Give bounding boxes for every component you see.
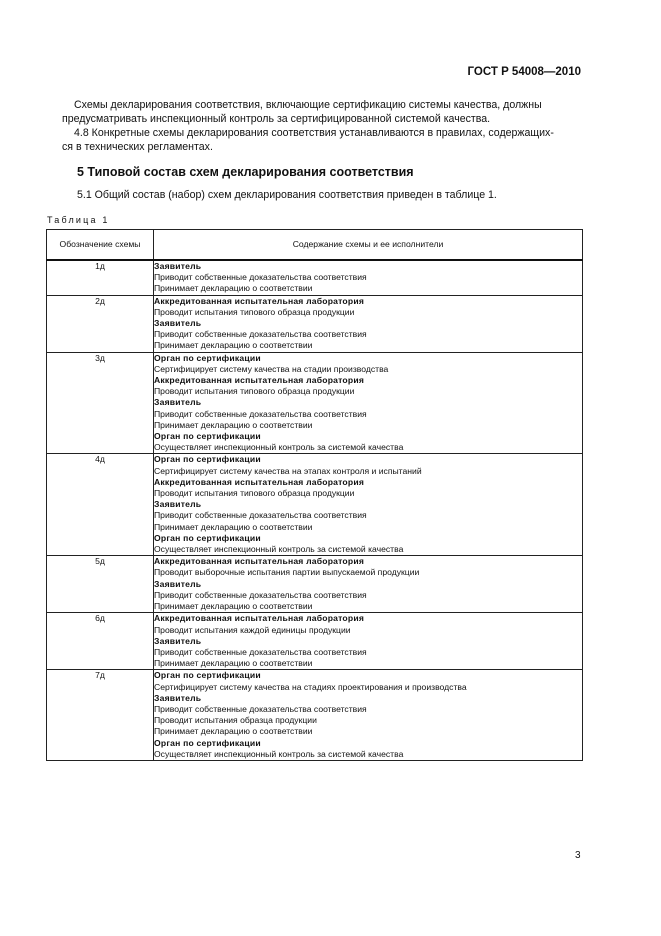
participant-action: Принимает декларацию о соответствии xyxy=(154,726,313,737)
participant-name: Аккредитованная испытательная лаборатория xyxy=(154,556,365,567)
table-row xyxy=(47,295,583,352)
participant-name: Заявитель xyxy=(154,578,202,589)
participant-name: Аккредитованная испытательная лаборатория xyxy=(154,476,365,487)
scheme-content xyxy=(154,454,583,556)
participant-name: Заявитель xyxy=(154,499,202,510)
table-row xyxy=(47,556,583,613)
scheme-code: 2д xyxy=(47,295,154,352)
scheme-code: 7д xyxy=(47,670,154,761)
scheme-content xyxy=(154,352,583,454)
scheme-code: 6д xyxy=(47,613,154,670)
participant-name: Аккредитованная испытательная лаборатория xyxy=(154,295,365,306)
participant-action: Сертифицирует систему качества на стадиях проектирования и производства xyxy=(154,681,467,692)
scheme-content xyxy=(154,670,583,761)
scheme-code: 3д xyxy=(47,352,154,454)
participant-action: Принимает декларацию о соответствии xyxy=(154,419,313,430)
participant-action: Приводит собственные доказательства соответствия xyxy=(154,646,367,657)
participant-action: Проводит испытания образца продукции xyxy=(154,715,317,726)
section-title: 5 Типовой состав схем декларирования соответствия xyxy=(77,165,414,179)
column-header-content: Содержание схемы и ее исполнители xyxy=(154,230,583,261)
participant-action: Принимает декларацию о соответствии xyxy=(154,658,313,669)
scheme-code: 5д xyxy=(47,556,154,613)
participant-action: Проводит испытания типового образца продукции xyxy=(154,488,355,499)
participant-action: Приводит собственные доказательства соответствия xyxy=(154,589,367,600)
participant-action: Приводит собственные доказательства соответствия xyxy=(154,408,367,419)
table-header-row xyxy=(47,230,583,261)
scheme-content xyxy=(154,556,583,613)
participant-name: Орган по сертификации xyxy=(154,431,261,442)
participant-name: Заявитель xyxy=(154,261,202,271)
table-row xyxy=(47,352,583,454)
participant-action: Сертифицирует систему качества на этапах контроля и испытаний xyxy=(154,465,422,476)
document-designation: ГОСТ Р 54008—2010 xyxy=(467,66,581,78)
participant-name: Заявитель xyxy=(154,318,202,329)
table-row xyxy=(47,454,583,556)
participant-name: Аккредитованная испытательная лаборатория xyxy=(154,375,365,386)
table-row xyxy=(47,260,583,295)
participant-action: Приводит собственные доказательства соответствия xyxy=(154,329,367,340)
participant-action: Проводит испытания каждой единицы продукции xyxy=(154,624,351,635)
paragraph-4-8 xyxy=(62,126,582,154)
participant-name: Орган по сертификации xyxy=(154,737,261,748)
scheme-code: 1д xyxy=(47,260,154,295)
paragraph-line: 4.8 Конкретные схемы декларирования соответствия устанавливаются в правилах, содержащих- xyxy=(74,127,554,139)
paragraph-line: Схемы декларирования соответствия, включающие сертификацию системы качества, должны xyxy=(74,99,542,111)
participant-action: Проводит испытания типового образца продукции xyxy=(154,386,355,397)
participant-name: Заявитель xyxy=(154,635,202,646)
participant-action: Приводит собственные доказательства соответствия xyxy=(154,703,367,714)
participant-action: Принимает декларацию о соответствии xyxy=(154,601,313,612)
paragraph-line: ся в технических регламентах. xyxy=(62,141,213,153)
participant-action: Осуществляет инспекционный контроль за системой качества xyxy=(154,544,404,555)
scheme-content xyxy=(154,260,583,295)
table-row xyxy=(47,613,583,670)
participant-action: Принимает декларацию о соответствии xyxy=(154,283,313,294)
participant-action: Сертифицирует систему качества на стадии производства xyxy=(154,363,389,374)
participant-action: Принимает декларацию о соответствии xyxy=(154,340,313,351)
paragraph-5-1: 5.1 Общий состав (набор) схем декларирования соответствия приведен в таблице 1. xyxy=(77,189,497,201)
participant-action: Приводит собственные доказательства соответствия xyxy=(154,510,367,521)
scheme-content xyxy=(154,613,583,670)
scheme-content xyxy=(154,295,583,352)
participant-name: Заявитель xyxy=(154,692,202,703)
participant-action: Приводит собственные доказательства соответствия xyxy=(154,272,367,283)
participant-action: Проводит выборочные испытания партии выпускаемой продукции xyxy=(154,567,420,578)
page-number: 3 xyxy=(575,850,581,861)
table-row xyxy=(47,670,583,761)
participant-name: Орган по сертификации xyxy=(154,670,261,681)
participant-name: Орган по сертификации xyxy=(154,352,261,363)
paragraph-quality-system xyxy=(62,98,582,126)
schemes-table xyxy=(46,229,583,761)
participant-action: Принимает декларацию о соответствии xyxy=(154,521,313,532)
scheme-code: 4д xyxy=(47,454,154,556)
participant-name: Орган по сертификации xyxy=(154,532,261,543)
participant-name: Орган по сертификации xyxy=(154,454,261,465)
participant-action: Осуществляет инспекционный контроль за системой качества xyxy=(154,442,404,453)
participant-name: Аккредитованная испытательная лаборатория xyxy=(154,613,365,624)
participant-action: Осуществляет инспекционный контроль за системой качества xyxy=(154,748,404,759)
paragraph-line: предусматривать инспекционный контроль за сертифицированной системой качества. xyxy=(62,113,491,125)
column-header-code: Обозначение схемы xyxy=(47,230,154,261)
participant-action: Проводит испытания типового образца продукции xyxy=(154,306,355,317)
table-caption: Таблица 1 xyxy=(47,215,110,225)
participant-name: Заявитель xyxy=(154,397,202,408)
table-body xyxy=(47,260,583,760)
